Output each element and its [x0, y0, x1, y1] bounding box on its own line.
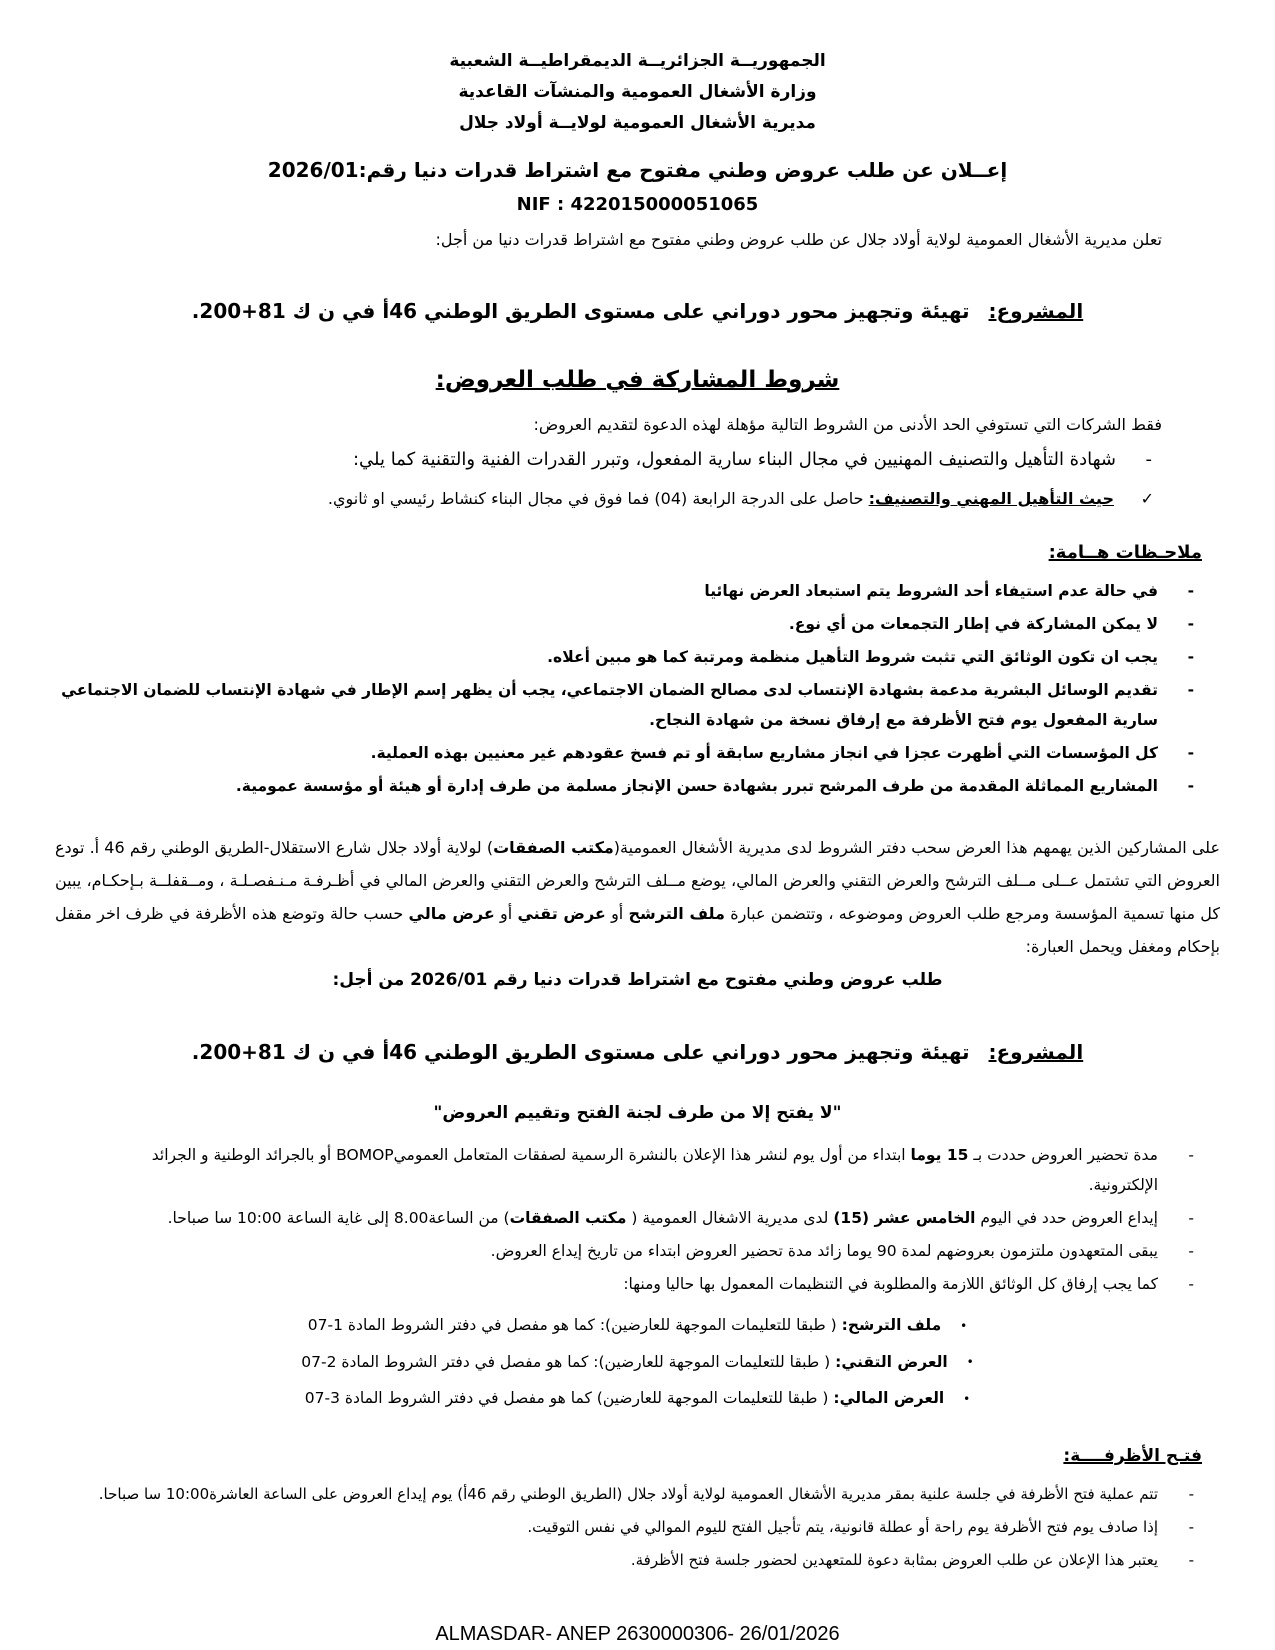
note-item-text: في حالة عدم استيفاء أحد الشروط يتم استبعاد العرض نهائيا — [704, 582, 1158, 600]
notes-list — [55, 576, 1220, 801]
qualification-item-text: شهادة التأهيل والتصنيف المهنيين في مجال البناء سارية المفعول، وتبرر القدرات الفنية والتقنية كما يلي: — [352, 449, 1116, 470]
withdrawal-paragraph — [55, 831, 1220, 963]
deadline-item-submission — [55, 1203, 1220, 1233]
project-label: المشروع: — [988, 1040, 1084, 1064]
project-text: تهيئة وتجهيز محور دوراني على مستوى الطريق الوطني 46أ في ن ك 81+200. — [191, 1040, 970, 1064]
dash-marker-icon: - — [1188, 1209, 1194, 1227]
qualification-requirement-label: حيث التأهيل المهني والتصنيف: — [868, 489, 1114, 508]
deadline-item-documents — [55, 1269, 1220, 1299]
note-item-text: المشاريع المماثلة المقدمة من طرف المرشح تبرر بشهادة حسن الإنجاز مسلمة من طرف إدارة أو هيئة أو مؤسسة عمومية. — [235, 777, 1158, 795]
dash-marker-icon: - — [1187, 744, 1194, 762]
dossier-item-text: ( طبقا للتعليمات الموجهة للعارضين) كما هو مفصل في دفتر الشروط المادة 3-07 — [304, 1389, 829, 1407]
ministry-header-line: وزارة الأشغال العمومية والمنشآت القاعدية — [458, 82, 817, 102]
deadlines-list — [55, 1140, 1220, 1299]
withdrawal-bold-financial: عرض مالي — [408, 904, 495, 923]
note-item-text: كل المؤسسات التي أظهرت عجزا في انجاز مشاريع سابقة أو تم فسخ عقودهم غير معنيين بهذه العملية. — [370, 744, 1158, 762]
qualification-item — [55, 442, 1162, 478]
dossier-item-text: ( طبقا للتعليمات الموجهة للعارضين): كما هو مفصل في دفتر الشروط المادة 2-07 — [301, 1352, 831, 1371]
note-item — [55, 576, 1220, 606]
dash-marker-icon: - — [1187, 777, 1194, 795]
dash-marker-icon: - — [1187, 681, 1194, 699]
deadline-text: ابتداء من أول يوم لنشر هذا الإعلان بالنشرة الرسمية لصفقات المتعامل العموميBOMOP أو بالجرائد الوطنية و الجرائد — [151, 1146, 911, 1164]
notes-section-title — [55, 538, 1202, 568]
deadline-bold-days: 15 يوما — [910, 1146, 969, 1164]
dossier-list — [55, 1307, 1220, 1417]
note-item — [55, 738, 1220, 768]
opening-committee-quote: "لا يفتح إلا من طرف لجنة الفتح وتقييم العروض" — [433, 1103, 842, 1123]
note-item-text: يجب ان تكون الوثائق التي تثبت شروط التأهيل منظمة ومرتبة كما هو مبين أعلاه. — [547, 648, 1158, 666]
note-item — [55, 675, 1220, 735]
deadline-text: لدى مديرية الاشغال العمومية ( — [626, 1209, 834, 1227]
dash-marker-icon: - — [1188, 1275, 1194, 1293]
dossier-item-technical — [55, 1344, 1220, 1381]
opening-item-session — [55, 1479, 1220, 1509]
project-text: تهيئة وتجهيز محور دوراني على مستوى الطريق الوطني 46أ في ن ك 81+200. — [191, 299, 970, 323]
dash-marker-icon: - — [1188, 1146, 1194, 1164]
bullet-icon: • — [963, 1391, 971, 1406]
withdrawal-text: حسب حالة وتوضع هذه الأظرفة في ظرف اخر مقفل بإحكام ومغفل ويحمل العبارة: — [55, 904, 1220, 956]
opening-item-text: تتم عملية فتح الأظرفة في جلسة علنية بمقر مديرية الأشغال العمومية لولاية أولاد جلال (الطريق الوطني رقم 46أ) يوم إيداع العروض على الساعة العاشرة10:00 سا صباحا. — [98, 1484, 1158, 1503]
project-label: المشروع: — [988, 299, 1084, 323]
dossier-item-label: العرض التقني: — [835, 1352, 948, 1371]
qualification-requirement — [55, 484, 1162, 514]
deadline-bold-fifteenth: الخامس عشر (15) — [833, 1209, 976, 1227]
deadline-text: مدة تحضير العروض حددت بـ — [968, 1146, 1158, 1164]
qualification-requirement-text: حاصل على الدرجة الرابعة (04) فما فوق في مجال البناء كنشاط رئيسي او ثانوي. — [327, 489, 864, 508]
deadline-item-preparation — [55, 1140, 1220, 1200]
anep-footer: ALMASDAR- ANEP 2630000306- 26/01/2026 — [435, 1622, 840, 1645]
dash-marker-icon: - — [1145, 449, 1152, 470]
dossier-item-label: العرض المالي: — [833, 1389, 945, 1407]
participation-section-title — [55, 361, 1220, 399]
directorate-header-line: مديرية الأشغال العمومية لولايــة أولاد جلال — [459, 113, 816, 133]
deadline-text: ) من الساعة8.00 إلى غاية الساعة 10:00 سا صباحا. — [167, 1209, 510, 1227]
project-line-repeat — [55, 1036, 1220, 1068]
withdrawal-text: ) لولاية أولاد جلال شارع الاستقلال-الطريق الوطني رقم 46 أ. تودع العروض التي تشتمل عــلى مــلف الترشح والعرض التقني والعرض المالي، يوضع مــلف الترشح والعرض التقني والعرض المالي في أظـرفـة مـنـفصـلـة ، ومــقفلــة بـإحكـام، يبين كل منها تسمية المؤسسة ومرجع طلب العروض وموضوعه ، وتتضمن عبارة — [55, 838, 1221, 923]
dossier-item-label: ملف الترشح: — [841, 1316, 942, 1334]
opening-item-holiday — [55, 1512, 1220, 1542]
deadline-bold-office: مكتب الصفقات — [509, 1209, 627, 1227]
dossier-item-text: ( طبقا للتعليمات الموجهة للعارضين): كما هو مفصل في دفتر الشروط المادة 1-07 — [307, 1316, 837, 1334]
bullet-icon: • — [966, 1355, 974, 1369]
project-line — [55, 295, 1220, 327]
note-item-text: لا يمكن المشاركة في إطار التجمعات من أي نوع. — [788, 615, 1158, 633]
withdrawal-text: على المشاركين الذين يهمهم هذا العرض سحب دفتر الشروط لدى مديرية الأشغال العمومية( — [613, 838, 1221, 857]
bullet-icon: • — [960, 1318, 968, 1333]
note-item — [55, 771, 1220, 801]
withdrawal-bold-office: مكتب الصفقات — [493, 838, 614, 857]
opening-item-text: يعتبر هذا الإعلان عن طلب العروض بمثابة دعوة للمتعهدين لحضور جلسة فتح الأظرفة. — [630, 1550, 1158, 1569]
dash-marker-icon: - — [1188, 1242, 1194, 1260]
opening-list — [55, 1479, 1220, 1575]
announcement-intro: تعلن مديرية الأشغال العمومية لولاية أولاد جلال عن طلب عروض وطني مفتوح مع اشتراط قدرات دنيا من أجل: — [435, 230, 1162, 249]
dash-marker-icon: - — [1187, 648, 1194, 666]
dossier-item-candidature — [55, 1307, 1220, 1344]
note-item — [55, 642, 1220, 672]
dossier-item-financial — [55, 1380, 1220, 1417]
dash-marker-icon: - — [1188, 1484, 1194, 1503]
dash-marker-icon: - — [1188, 1550, 1194, 1569]
withdrawal-bold-candidature: ملف الترشح — [628, 904, 725, 923]
opening-section-title-text: فتـح الأظرفــــة: — [1063, 1445, 1202, 1466]
envelope-title-line: طلب عروض وطني مفتوح مع اشتراط قدرات دنيا رقم 2026/01 من أجل: — [332, 970, 943, 990]
deadline-text: الإلكترونية. — [1088, 1176, 1158, 1194]
dash-marker-icon: - — [1187, 582, 1194, 600]
participation-section-title-text: شروط المشاركة في طلب العروض: — [435, 367, 840, 393]
note-item-text: تقديم الوسائل البشرية مدعمة بشهادة الإنتساب لدى مصالح الضمان الاجتماعي، يجب أن يظهر إسم الإطار في شهادة الإنتساب للضمان الاجتماعي سارية المفعول يوم فتح الأظرفة مع إرفاق نسخة من شهادة النجاح. — [61, 681, 1158, 729]
withdrawal-text: أو — [605, 904, 629, 923]
dash-marker-icon: - — [1188, 1517, 1194, 1536]
notes-section-title-text: ملاحـظات هــامة: — [1048, 542, 1202, 563]
announcement-title: إعــلان عن طلب عروض وطني مفتوح مع اشتراط قدرات دنيا رقم:2026/01 — [267, 158, 1008, 182]
deadline-text: كما يجب إرفاق كل الوثائق اللازمة والمطلوبة في التنظيمات المعمول بها حاليا ومنها: — [623, 1275, 1158, 1293]
opening-item-text: إذا صادف يوم فتح الأظرفة يوم راحة أو عطلة قانونية، يتم تأجيل الفتح لليوم الموالي في نفس التوقيت. — [527, 1517, 1158, 1536]
republic-header-line: الجمهوريــة الجزائريــة الديمقراطيــة الشعبية — [449, 51, 826, 71]
participation-intro: فقط الشركات التي تستوفي الحد الأدنى من الشروط التالية مؤهلة لهذه الدعوة لتقديم العروض: — [533, 415, 1162, 434]
deadline-item-validity — [55, 1236, 1220, 1266]
dash-marker-icon: - — [1187, 615, 1194, 633]
withdrawal-bold-technical: عرض تقني — [517, 904, 606, 923]
deadline-text: يبقى المتعهدون ملتزمون بعروضهم لمدة 90 يوما زائد مدة تحضير العروض ابتداء من تاريخ إيداع العروض. — [490, 1242, 1158, 1260]
deadline-text: إيداع العروض حدد في اليوم — [975, 1209, 1158, 1227]
nif-number: NIF : 422015000051065 — [516, 194, 759, 215]
note-item — [55, 609, 1220, 639]
withdrawal-text: أو — [494, 904, 518, 923]
opening-item-invitation — [55, 1545, 1220, 1575]
opening-section-title — [55, 1441, 1202, 1471]
check-icon: ✓ — [1140, 489, 1154, 508]
